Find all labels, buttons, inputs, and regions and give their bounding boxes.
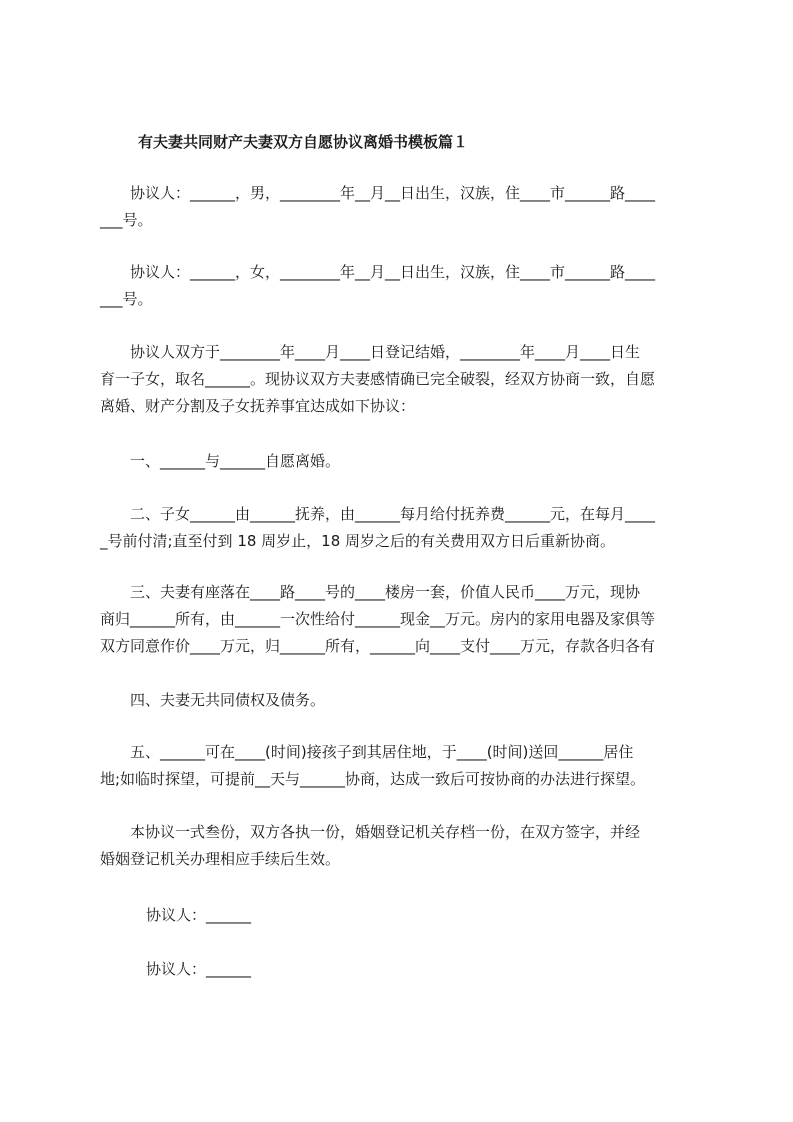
paragraph-line: 双方同意作价____万元，归______所有，______向____支付____万元，存款各归各有 (100, 637, 656, 655)
paragraph-line: 二、子女______由______抚养，由______每月给付抚养费______元，在每月____ (100, 505, 656, 523)
paragraph-line: 一、______与______自愿离婚。 (100, 452, 341, 470)
paragraph-marriage-info (100, 339, 700, 420)
clause-2 (100, 501, 700, 555)
paragraph-party-2 (100, 259, 700, 313)
paragraph-line: 五、______可在____(时间)接孩子到其居住地，于____(时间)送回______居住 (100, 743, 634, 761)
signature-line-1: 协议人：______ (146, 906, 252, 924)
clause-5 (100, 739, 700, 793)
paragraph-line: 协议人：______，男，________年__月__日出生，汉族，住____市______路____ (100, 184, 656, 202)
paragraph-party-1 (100, 180, 700, 234)
paragraph-line: 离婚、财产分割及子女抚养事宜达成如下协议： (100, 397, 416, 415)
paragraph-line: 本协议一式叁份，双方各执一份，婚姻登记机关存档一份，在双方签字，并经 (100, 823, 641, 841)
paragraph-line: 协议人：______，女，________年__月__日出生，汉族，住____市______路____ (100, 263, 656, 281)
paragraph-line: 商归______所有，由______一次性给付______现金__万元。房内的家用电器及家俱等 (100, 610, 656, 628)
paragraph-line: 地;如临时探望，可提前__天与______协商，达成一致后可按协商的办法进行探望。 (100, 770, 646, 788)
paragraph-line: _号前付清;直至付到 18 周岁止，18 周岁之后的有关费用双方日后重新协商。 (100, 532, 616, 550)
document-title: 有夫妻共同财产夫妻双方自愿协议离婚书模板篇１ (138, 133, 469, 151)
closing-paragraph (100, 819, 700, 873)
clause-4 (100, 687, 700, 714)
clause-3 (100, 579, 700, 660)
paragraph-line: 育一子女，取名______。现协议双方夫妻感情确已完全破裂，经双方协商一致，自愿 (100, 370, 656, 388)
paragraph-line: 婚姻登记机关办理相应手续后生效。 (100, 850, 341, 868)
paragraph-line: ___号。 (100, 290, 153, 308)
signature-line-2: 协议人：______ (146, 960, 252, 978)
paragraph-line: ___号。 (100, 211, 153, 229)
paragraph-line: 三、夫妻有座落在____路____号的____楼房一套，价值人民币____万元，现协 (100, 583, 641, 601)
clause-1 (100, 448, 700, 475)
paragraph-line: 协议人双方于________年____月____日登记结婚，________年____月____日生 (100, 343, 641, 361)
paragraph-line: 四、夫妻无共同债权及债务。 (100, 691, 326, 709)
